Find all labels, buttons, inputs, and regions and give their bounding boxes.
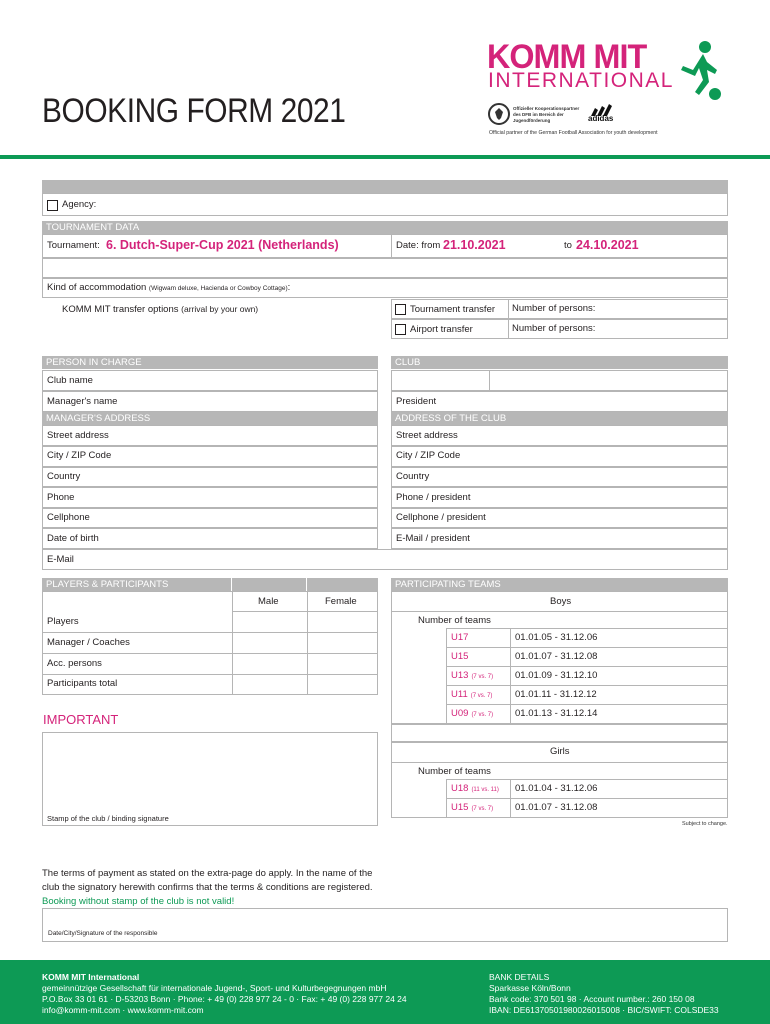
- club-blank-divider: [489, 370, 490, 391]
- dfb-partner-text: Offizieller Kooperationspartner des DFB im Bereich der Jugendförderung: [513, 106, 580, 123]
- tournament-divider: [391, 234, 392, 258]
- transfer-options-note: (arrival by your own): [181, 304, 259, 314]
- tournament-section-header: TOURNAMENT DATA: [42, 221, 728, 234]
- manager-dob-label: Date of birth: [47, 533, 99, 544]
- persons-label-2: Number of persons:: [512, 323, 596, 334]
- manager-street-label: Street address: [47, 430, 109, 441]
- club-country-row: [391, 467, 728, 487]
- club-country-label: Country: [396, 471, 430, 482]
- logo-line1: KOMM MIT: [487, 38, 647, 76]
- managers-address-header: MANAGER'S ADDRESS: [42, 412, 378, 425]
- boys-age-group[interactable]: [451, 632, 471, 643]
- dfb-badge: [488, 103, 510, 125]
- boys-age-label: U11: [451, 689, 468, 700]
- club-phone-label: Phone / president: [396, 492, 471, 503]
- agency-row: [42, 193, 728, 216]
- boys-header: Boys: [550, 596, 572, 607]
- date-from-value[interactable]: 21.10.2021: [443, 238, 506, 252]
- players-row-line-3: [42, 653, 378, 654]
- bank-title: BANK DETAILS: [489, 972, 550, 982]
- date-to-value[interactable]: 24.10.2021: [576, 238, 639, 252]
- boys-age-label: U13: [451, 670, 469, 681]
- girls-birth-dates: 01.01.04 - 31.12.06: [515, 783, 598, 794]
- boys-col-2: [510, 628, 511, 724]
- players-header: PLAYERS & PARTICIPANTS: [42, 578, 231, 591]
- stamp-label: Stamp of the club / binding signature: [47, 814, 169, 823]
- boys-row-line: [446, 685, 728, 686]
- boys-age-note: (7 vs. 7): [470, 693, 493, 699]
- persons-label-1: Number of persons:: [512, 303, 596, 314]
- boys-age-group[interactable]: [451, 670, 493, 681]
- boys-birth-dates: 01.01.07 - 31.12.08: [515, 651, 598, 662]
- accommodation-note: (Wigwam deluxe, Hacienda or Cowboy Cottage): [148, 285, 288, 292]
- boys-birth-dates: 01.01.09 - 31.12.10: [515, 670, 598, 681]
- girls-header: Girls: [550, 746, 570, 757]
- logo-line2: INTERNATIONAL: [488, 69, 674, 92]
- boys-number-of-teams: Number of teams: [418, 615, 491, 626]
- manager-phone-row: [42, 487, 378, 508]
- club-address-header: ADDRESS OF THE CLUB: [391, 412, 728, 425]
- president-label: President: [396, 396, 437, 407]
- footer-line-2: gemeinnützige Gesellschaft für internationale Jugend-, Sport- und Kulturbegegnungen mbH: [42, 983, 387, 993]
- tournament-value[interactable]: 6. Dutch-Super-Cup 2021 (Netherlands): [106, 238, 339, 252]
- coaches-row-label: Manager / Coaches: [47, 637, 130, 648]
- girls-line-nt: [446, 779, 728, 780]
- boys-birth-dates: 01.01.11 - 31.12.12: [515, 689, 597, 700]
- terms-line-1: The terms of payment as stated on the extra-page do apply. In the name of the: [42, 868, 373, 879]
- transfer-options-text: KOMM MIT transfer options: [62, 304, 179, 315]
- boys-age-group[interactable]: [451, 651, 471, 662]
- girls-line-top: [391, 762, 728, 763]
- girls-age-label: U15: [451, 802, 469, 813]
- boys-age-label: U17: [451, 632, 469, 643]
- boys-age-label: U09: [451, 708, 469, 719]
- teams-header: PARTICIPATING TEAMS: [391, 578, 728, 591]
- boys-birth-dates: 01.01.05 - 31.12.06: [515, 632, 598, 643]
- boys-age-label: U15: [451, 651, 469, 662]
- manager-email-label: E-Mail: [47, 554, 74, 565]
- terms-warning: Booking without stamp of the club is not valid!: [42, 896, 235, 907]
- transfer-divider: [508, 299, 509, 339]
- players-col-divider-2: [307, 591, 308, 695]
- club-city-label: City / ZIP Code: [396, 450, 461, 461]
- manager-country-row: [42, 467, 378, 487]
- boys-row-line: [446, 647, 728, 648]
- dfb-eagle-icon: [490, 105, 508, 123]
- acc-persons-row-label: Acc. persons: [47, 658, 102, 669]
- boys-birth-dates: 01.01.13 - 31.12.14: [515, 708, 598, 719]
- boys-age-note: (7 vs. 7): [471, 712, 494, 718]
- boys-row-line: [446, 704, 728, 705]
- page-title: BOOKING FORM 2021: [42, 92, 346, 130]
- footer: [0, 960, 770, 1024]
- boys-age-note: (7 vs. 7): [471, 674, 494, 680]
- boys-col-1: [446, 628, 447, 724]
- girls-age-group[interactable]: [451, 802, 493, 813]
- girls-age-group[interactable]: [451, 783, 499, 794]
- boys-age-group[interactable]: [451, 689, 492, 700]
- tournament-transfer-checkbox[interactable]: [395, 304, 406, 315]
- date-to-label: to: [564, 240, 572, 251]
- footer-line-3: P.O.Box 33 01 61 · D-53203 Bonn · Phone: + 49 (0) 228 977 24 - 0 · Fax: + 49 (0) 228 977 24 24: [42, 994, 407, 1004]
- important-title: IMPORTANT: [43, 712, 119, 727]
- players-row-line-4: [42, 674, 378, 675]
- accommodation-colon: :: [287, 282, 291, 293]
- accommodation-label: [47, 282, 290, 293]
- bank-line-2: Bank code: 370 501 98 · Account number.: 260 150 08: [489, 994, 695, 1004]
- female-header: Female: [325, 596, 357, 607]
- header-divider: [0, 155, 770, 159]
- girls-age-note: (11 vs. 11): [471, 787, 499, 793]
- footer-company: KOMM MIT International: [42, 972, 140, 982]
- club-street-label: Street address: [396, 430, 458, 441]
- manager-country-label: Country: [47, 471, 81, 482]
- bank-line-3: IBAN: DE61370501980026015008 · BIC/SWIFT: COLSDE33: [489, 1005, 719, 1015]
- boys-line-top: [391, 611, 728, 612]
- footer-line-4: info@komm-mit.com · www.komm-mit.com: [42, 1005, 204, 1015]
- club-name-label: Club name: [47, 375, 93, 386]
- boys-line-nt: [446, 628, 728, 629]
- girls-number-of-teams: Number of teams: [418, 766, 491, 777]
- managers-name-label: Manager's name: [47, 396, 118, 407]
- soccer-player-icon: [675, 40, 723, 102]
- terms-line-2: club the signatory herewith confirms that the terms & conditions are registered.: [42, 882, 373, 893]
- girls-row-line: [446, 798, 728, 799]
- president-row: [391, 391, 728, 412]
- club-cellphone-label: Cellphone / president: [396, 512, 486, 523]
- top-gray-band: [42, 180, 728, 193]
- tournament-label: Tournament:: [47, 240, 100, 251]
- participants-total-row-label: Participants total: [47, 678, 118, 689]
- players-header-col3: [307, 578, 378, 591]
- players-col-divider-1: [232, 591, 233, 695]
- girls-age-note: (7 vs. 7): [471, 806, 494, 812]
- girls-birth-dates: 01.01.07 - 31.12.08: [515, 802, 598, 813]
- transfer-options-label: [62, 304, 258, 315]
- logo: [485, 38, 735, 108]
- accommodation-text: Kind of accommodation: [47, 282, 147, 293]
- airport-transfer-checkbox[interactable]: [395, 324, 406, 335]
- teams-gap-row: [391, 724, 728, 742]
- club-email-label: E-Mail / president: [396, 533, 470, 544]
- subject-to-change: Subject to change.: [682, 821, 728, 827]
- manager-cellphone-label: Cellphone: [47, 512, 90, 523]
- stamp-box[interactable]: [42, 732, 378, 826]
- male-header: Male: [258, 596, 279, 607]
- manager-cellphone-row: [42, 508, 378, 528]
- signature-label: Date/City/Signature of the responsible: [48, 930, 158, 937]
- club-header: CLUB: [391, 356, 728, 369]
- players-row-line-1: [232, 611, 378, 612]
- accommodation-spacer: [42, 258, 728, 278]
- adidas-wordmark: adidas: [588, 114, 614, 123]
- players-row-label: Players: [47, 616, 79, 627]
- tournament-transfer-label: Tournament transfer: [410, 304, 496, 315]
- airport-transfer-label: Airport transfer: [410, 324, 473, 335]
- date-from-label: Date: from: [396, 240, 441, 251]
- person-in-charge-header: PERSON IN CHARGE: [42, 356, 378, 369]
- boys-age-group[interactable]: [451, 708, 493, 719]
- agency-label: Agency:: [62, 199, 97, 210]
- manager-phone-label: Phone: [47, 492, 75, 503]
- girls-age-label: U18: [451, 783, 469, 794]
- agency-checkbox[interactable]: [47, 200, 58, 211]
- email-row: [42, 549, 728, 570]
- players-row-line-2: [42, 632, 378, 633]
- boys-row-line: [446, 666, 728, 667]
- partner-note: Official partner of the German Football Association for youth development: [489, 130, 658, 136]
- club-blank-row: [391, 370, 728, 391]
- players-header-col2: [232, 578, 306, 591]
- manager-city-label: City / ZIP Code: [47, 450, 112, 461]
- bank-line-1: Sparkasse Köln/Bonn: [489, 983, 571, 993]
